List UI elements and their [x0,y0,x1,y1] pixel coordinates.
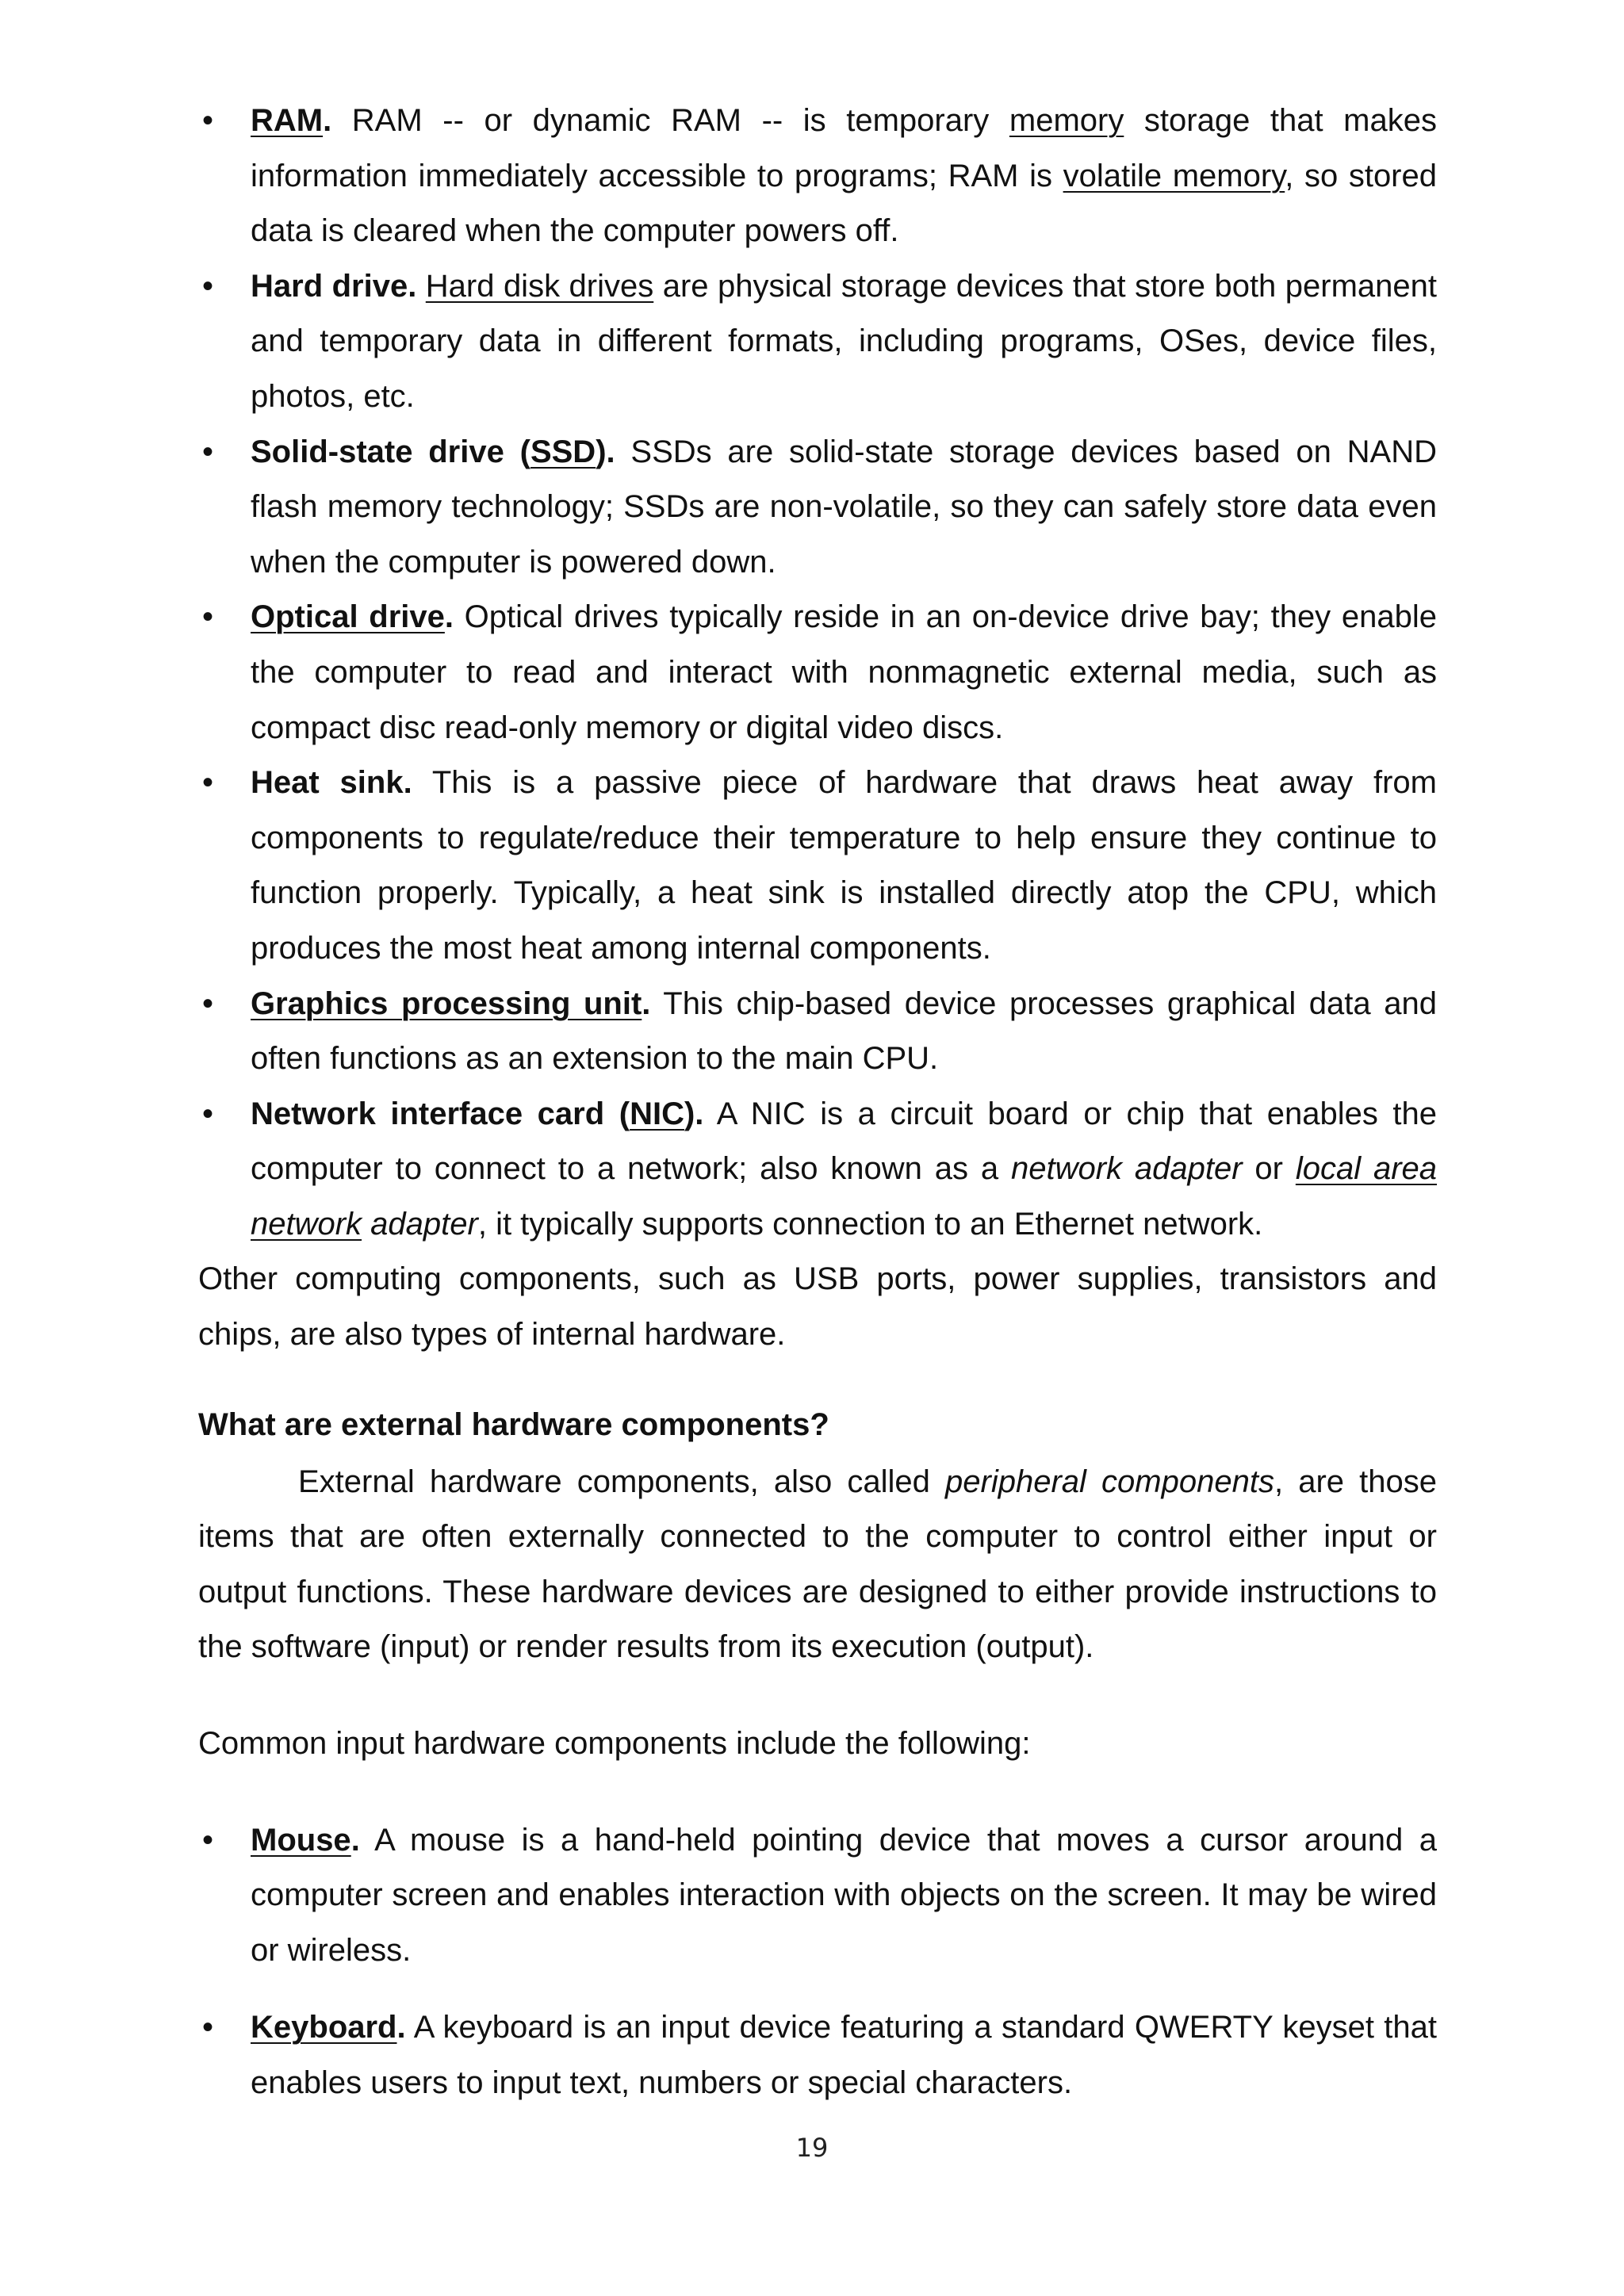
input-hardware-list [198,1813,1437,2111]
local-area-network-link[interactable]: local area network [251,1151,1438,1242]
external-hardware-paragraph [198,1455,1437,1675]
list-item-optical-drive [198,590,1437,756]
item-text: RAM -- or dynamic RAM -- is temporary [331,103,1009,138]
item-text: A mouse is a hand-held pointing device that moves a cursor around a computer screen and enables interaction with objects on the screen. It may be wired or wireless. [251,1822,1437,1968]
term-nic-prefix: Network interface card ( [251,1096,630,1131]
page-content [198,94,1437,2111]
list-item-ram [198,94,1437,259]
item-text: storage that makes information immediately accessible to programs; RAM is [251,103,1437,193]
term-period: . [444,599,454,635]
paragraph-text: , are those items that are often externally connected to the computer to control either input or output functions. These hardware devices are designed to either provide instructions to the software (input) or render results from its execution (output). [198,1464,1437,1665]
list-item-gpu [198,977,1437,1087]
term-nic-suffix: ). [684,1096,704,1131]
term-period: . [350,1822,360,1858]
item-text: or [1242,1151,1296,1187]
item-text: SSDs are solid-state storage devices based on NAND flash memory technology; SSDs are non-volatile, so they can safely store data even when the computer is powered down. [251,434,1437,580]
item-text: Optical drives typically reside in an on-device drive bay; they enable the computer to read and interact with nonmagnetic external media, such as compact disc read-only memory or digital video discs. [251,599,1437,745]
bullet-icon: • [202,434,214,469]
term-heat-sink: Heat sink. [251,765,412,801]
item-text: , so stored data is cleared when the computer powers off. [251,158,1437,249]
term-link-optical-drive[interactable]: Optical drive [251,599,445,635]
term-period: . [396,2010,406,2045]
network-adapter-term: network adapter [1010,1151,1243,1187]
term-link-mouse[interactable]: Mouse [251,1822,351,1858]
bullet-icon: • [202,599,214,635]
item-text: , it typically supports connection to an Ethernet network. [477,1206,1263,1242]
term-link-keyboard[interactable]: Keyboard [251,2010,397,2045]
adapter-term: adapter [362,1206,478,1242]
input-components-intro: Common input hardware components include the following: [198,1726,1031,1762]
nic-link[interactable]: NIC [630,1096,684,1131]
external-hardware-heading: What are external hardware components? [198,1406,829,1442]
list-item-mouse [198,1813,1437,1979]
bullet-icon: • [202,1822,214,1858]
paragraph-text: External hardware components, also called [298,1464,946,1499]
peripheral-components-term: peripheral components [945,1464,1274,1499]
term-period: . [642,985,651,1021]
other-components-paragraph: Other computing components, such as USB ports, power supplies, transistors and chips, are also types of internal hardware. [198,1261,1437,1353]
list-item-hard-drive [198,259,1437,425]
page-number: 19 [795,2133,829,2163]
internal-hardware-list [198,94,1437,1252]
term-ssd-prefix: Solid-state drive ( [251,434,530,469]
memory-link[interactable]: memory [1009,103,1124,138]
volatile-memory-link[interactable]: volatile memory [1063,158,1285,193]
bullet-icon: • [202,2010,214,2045]
item-text: are physical storage devices that store both permanent and temporary data in different formats, including programs, OSes, device files, photos, etc. [251,268,1437,414]
bullet-icon: • [202,1096,214,1131]
bullet-icon: • [202,268,214,304]
item-text: This is a passive piece of hardware that draws heat away from components to regulate/reduce their temperature to help ensure they continue to function properly. Typically, a heat sink is installed directly atop the CPU, which produces the most heat among internal components. [251,765,1437,966]
term-hard-drive: Hard drive. [251,268,417,304]
list-item-nic [198,1087,1437,1253]
term-ssd-suffix: ). [596,434,615,469]
list-item-keyboard [198,2000,1437,2110]
term-period: . [323,103,332,138]
item-text: A NIC is a circuit board or chip that enables the computer to connect to a network; also known as a [251,1096,1438,1187]
list-item-ssd [198,425,1437,591]
item-text [416,269,425,304]
bullet-icon: • [202,765,214,801]
term-link-ram[interactable]: RAM [251,103,324,138]
list-item-heat-sink [198,756,1437,976]
bullet-icon: • [202,985,214,1021]
term-link-gpu[interactable]: Graphics processing unit [251,985,642,1021]
item-text: This chip-based device processes graphical data and often functions as an extension to the main CPU. [251,985,1437,1077]
ssd-link[interactable]: SSD [530,434,596,469]
bullet-icon: • [202,103,214,138]
item-text: A keyboard is an input device featuring a standard QWERTY keyset that enables users to input text, numbers or special characters. [251,2010,1437,2100]
hard-disk-drives-link[interactable]: Hard disk drives [425,268,654,304]
